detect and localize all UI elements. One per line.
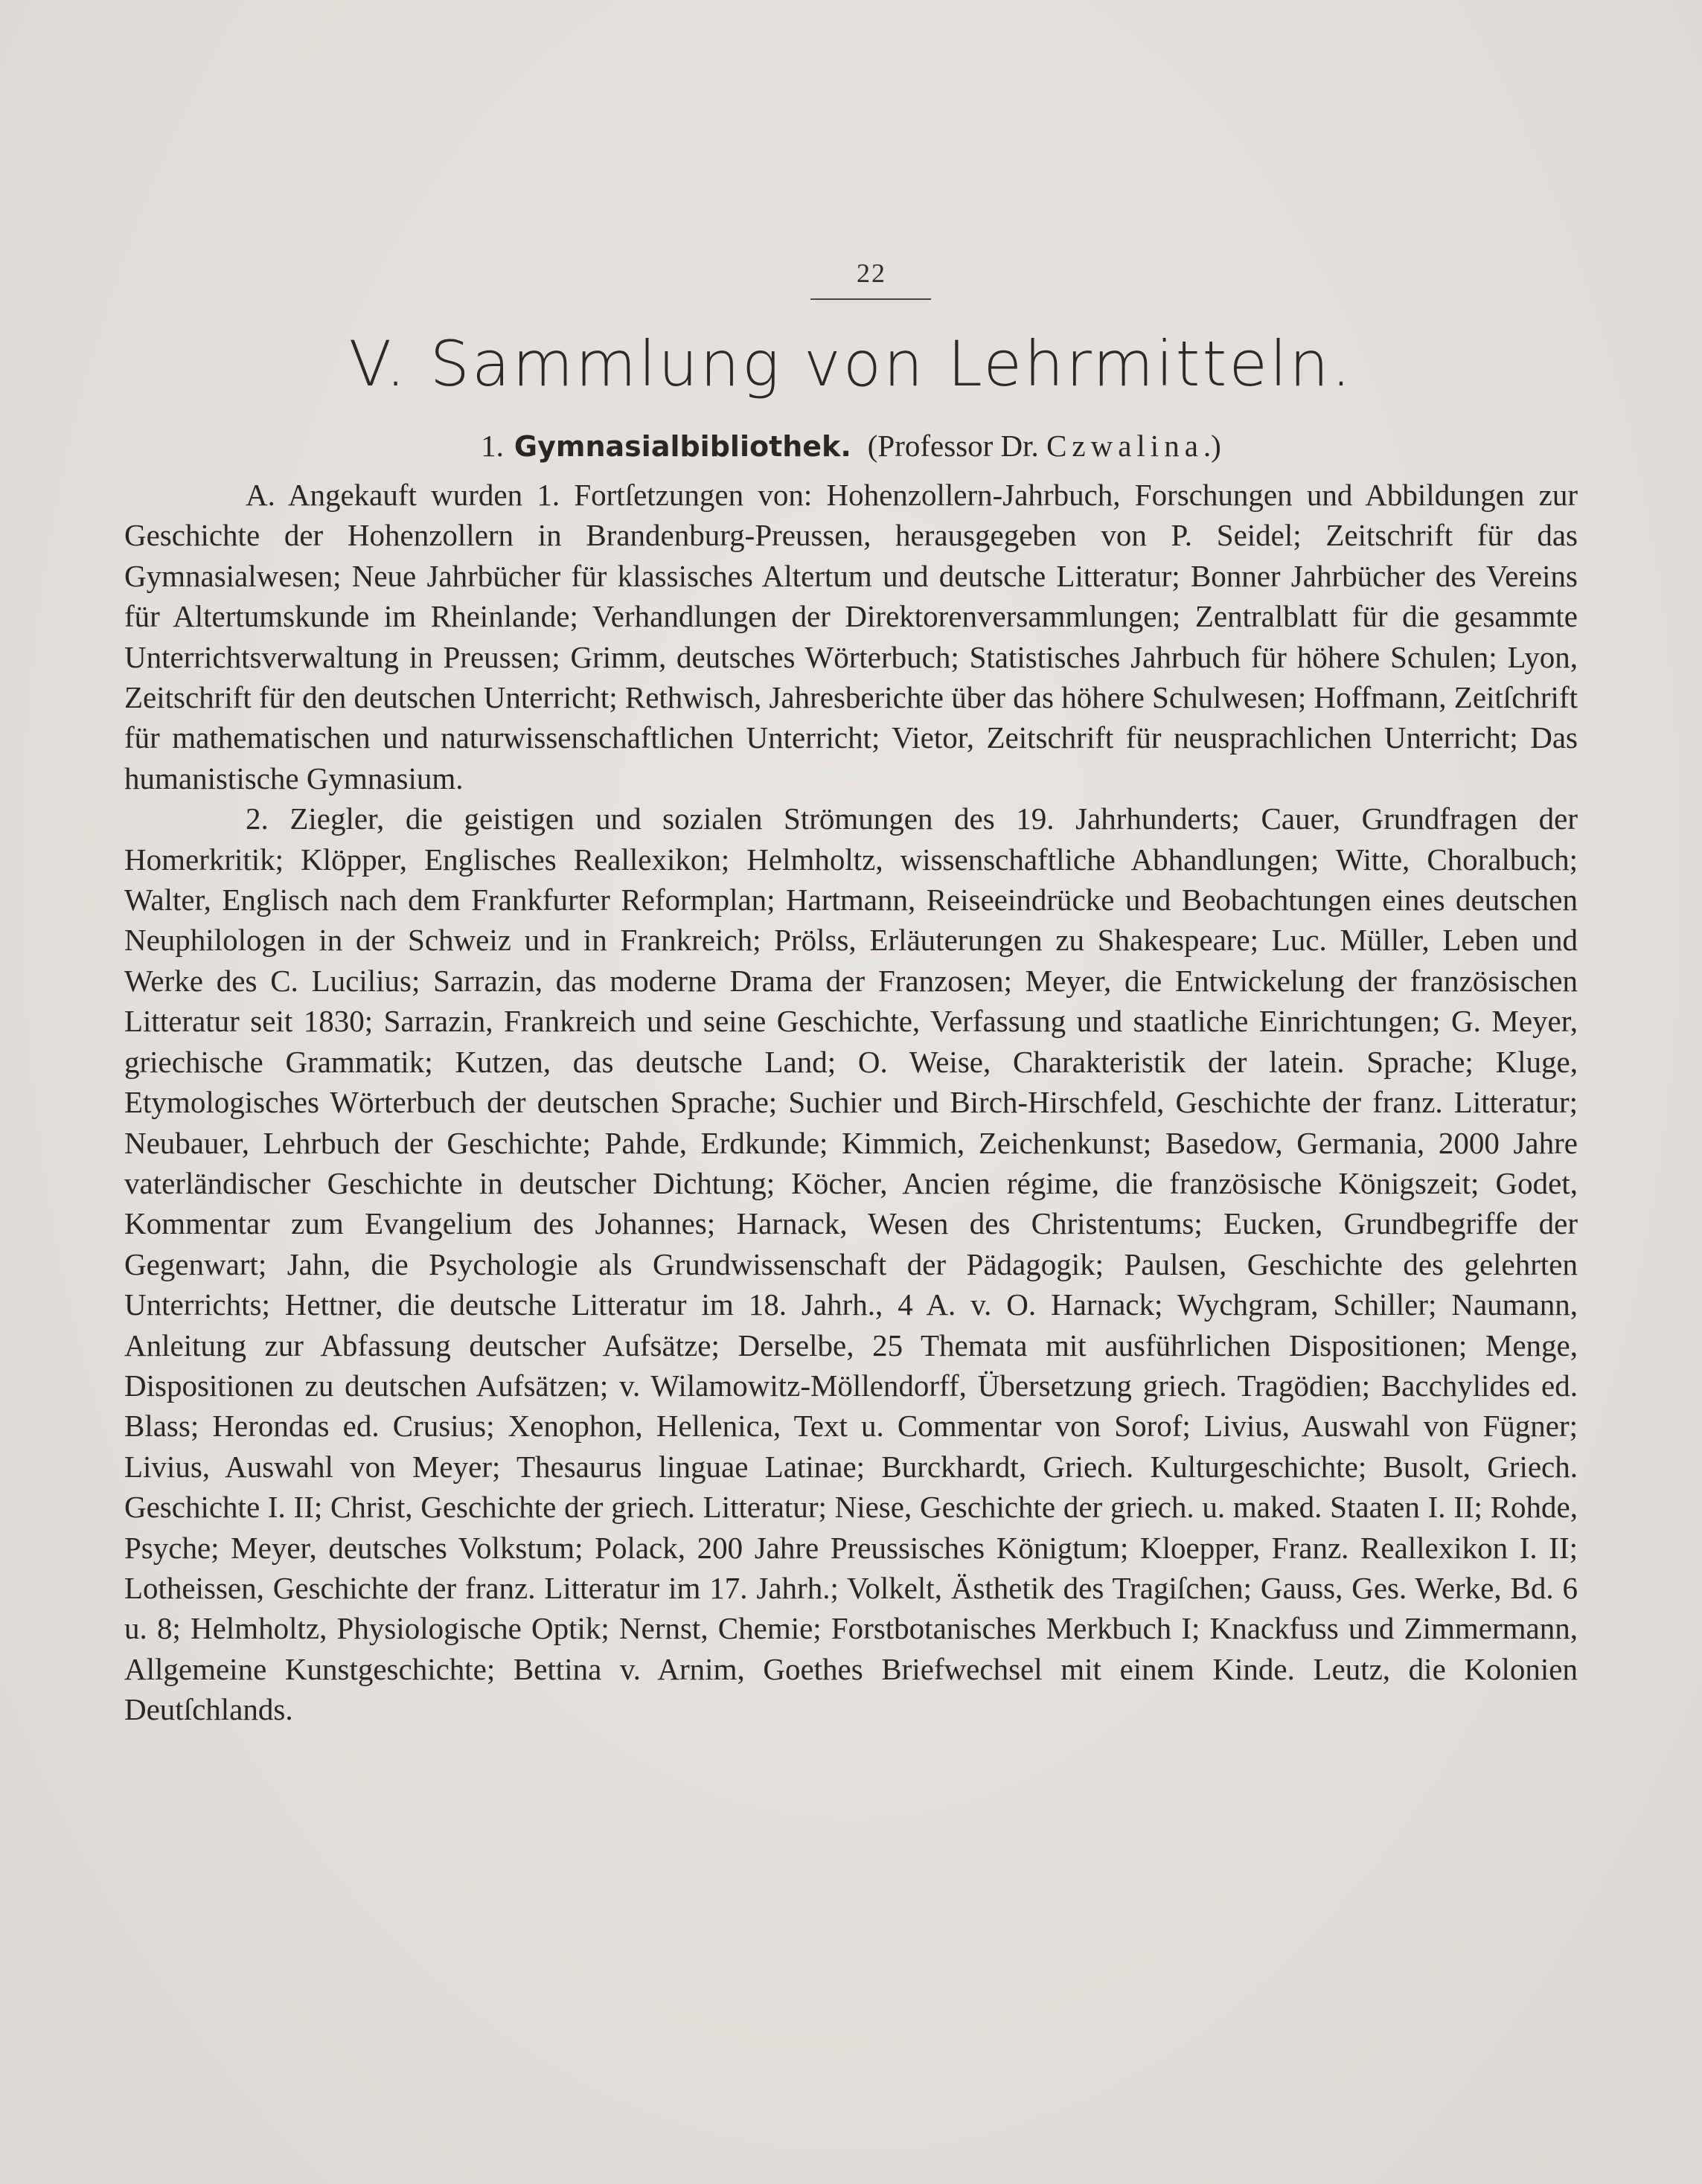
page-number-rule bbox=[810, 298, 931, 300]
subheading-close: .) bbox=[1203, 429, 1221, 463]
subheading-label: Gymnasialbibliothek. bbox=[514, 430, 851, 463]
subheading-number: 1. bbox=[481, 429, 504, 463]
body-text bbox=[124, 475, 1578, 1730]
subheading-open: (Professor Dr. bbox=[867, 429, 1039, 463]
page-number: 22 bbox=[857, 258, 886, 288]
subheading bbox=[0, 428, 1702, 464]
paragraph-acquisitions-books: 2. Ziegler, die geistigen und sozialen Strömungen des 19. Jahrhunderts; Cauer, Grundfragen der Homerkritik; Klöpper, Englisches Reallexikon; Helmholtz, wissenschaftliche Abhandlungen; Witte, Choralbuch; Walter, Englisch nach dem Frankfurter Reformplan; Hartmann, Reiseeindrücke und Beobachtungen eines deutschen Neuphilologen in der Schweiz und in Frankreich; Prölss, Erläuterungen zu Shakespeare; Luc. Müller, Leben und Werke des C. Lucilius; Sarrazin, das moderne Drama der Franzosen; Meyer, die Entwickelung der französischen Litteratur seit 1830; Sarrazin, Frankreich und seine Geschichte, Verfassung und staatliche Einrichtungen; G. Meyer, griechische Grammatik; Kutzen, das deutsche Land; O. Weise, Charakteristik der latein. Sprache; Kluge, Etymologisches Wörterbuch der deutschen Sprache; Suchier und Birch-Hirschfeld, Geschichte der franz. Litteratur; Neubauer, Lehrbuch der Geschichte; Pahde, Erdkunde; Kimmich, Zeichenkunst; Basedow, Germania, 2000 Jahre vaterländischer Geschichte in deutscher Dichtung; Köcher, Ancien régime, die französische Königszeit; Godet, Kommentar zum Evangelium des Johannes; Harnack, Wesen des Christentums; Eucken, Grundbegriffe der Gegenwart; Jahn, die Psychologie als Grundwissenschaft der Pädagogik; Paulsen, Geschichte des gelehrten Unterrichts; Hettner, die deutsche Litteratur im 18. Jahrh., 4 A. v. O. Harnack; Wychgram, Schiller; Naumann, Anleitung zur Abfassung deutscher Aufsätze; Derselbe, 25 Themata mit ausführlichen Dispositionen; Menge, Dispositionen zu deutschen Aufsätzen; v. Wilamowitz-Möllendorff, Übersetzung griech. Tragödien; Bacchylides ed. Blass; Herondas ed. Crusius; Xenophon, Hellenica, Text u. Commentar von Sorof; Livius, Auswahl von Fügner; Livius, Auswahl von Meyer; Thesaurus linguae Latinae; Burckhardt, Griech. Kulturgeschichte; Busolt, Griech. Geschichte I. II; Christ, Geschichte der griech. Litteratur; Niese, Geschichte der griech. u. maked. Staaten I. II; Rohde, Psyche; Meyer, deutsches Volkstum; Polack, 200 Jahre Preussisches Königtum; Kloepper, Franz. Reallexikon I. II; Lotheissen, Geschichte der franz. Litteratur im 17. Jahrh.; Volkelt, Ästhetik des Tragiſchen; Gauss, Ges. Werke, Bd. 6 u. 8; Helmholtz, Physiologische Optik; Nernst, Chemie; Forstbotanisches Merkbuch I; Knackfuss und Zimmermann, Allgemeine Kunstgeschichte; Bettina v. Arnim, Goethes Briefwechsel mit einem Kinde. Leutz, die Kolonien Deutſchlands. bbox=[124, 801, 1578, 1727]
paragraph-acquisitions-continuations: A. Angekauft wurden 1. Fortſetzungen von: Hohenzollern-Jahrbuch, Forschungen und Abbildungen zur Geschichte der Hohenzollern in Brandenburg-Preussen, herausgegeben von P. Seidel; Zeitschrift für das Gymnasialwesen; Neue Jahrbücher für klassisches Altertum und deutsche Litteratur; Bonner Jahrbücher des Vereins für Altertumskunde im Rheinlande; Verhandlungen der Direktorenversammlungen; Zentralblatt für die gesammte Unterrichtsverwaltung in Preussen; Grimm, deutsches Wörterbuch; Statistisches Jahrbuch für höhere Schulen; Lyon, Zeitschrift für den deutschen Unterricht; Rethwisch, Jahresberichte über das höhere Schulwesen; Hoffmann, Zeitſchrift für mathematischen und naturwissenschaftlichen Unterricht; Vietor, Zeitschrift für neusprachlichen Unterricht; Das humanistische Gymnasium. bbox=[124, 478, 1578, 795]
subheading-name: Czwalina bbox=[1046, 429, 1203, 463]
section-title: V. Sammlung von Lehrmitteln. bbox=[348, 327, 1354, 400]
